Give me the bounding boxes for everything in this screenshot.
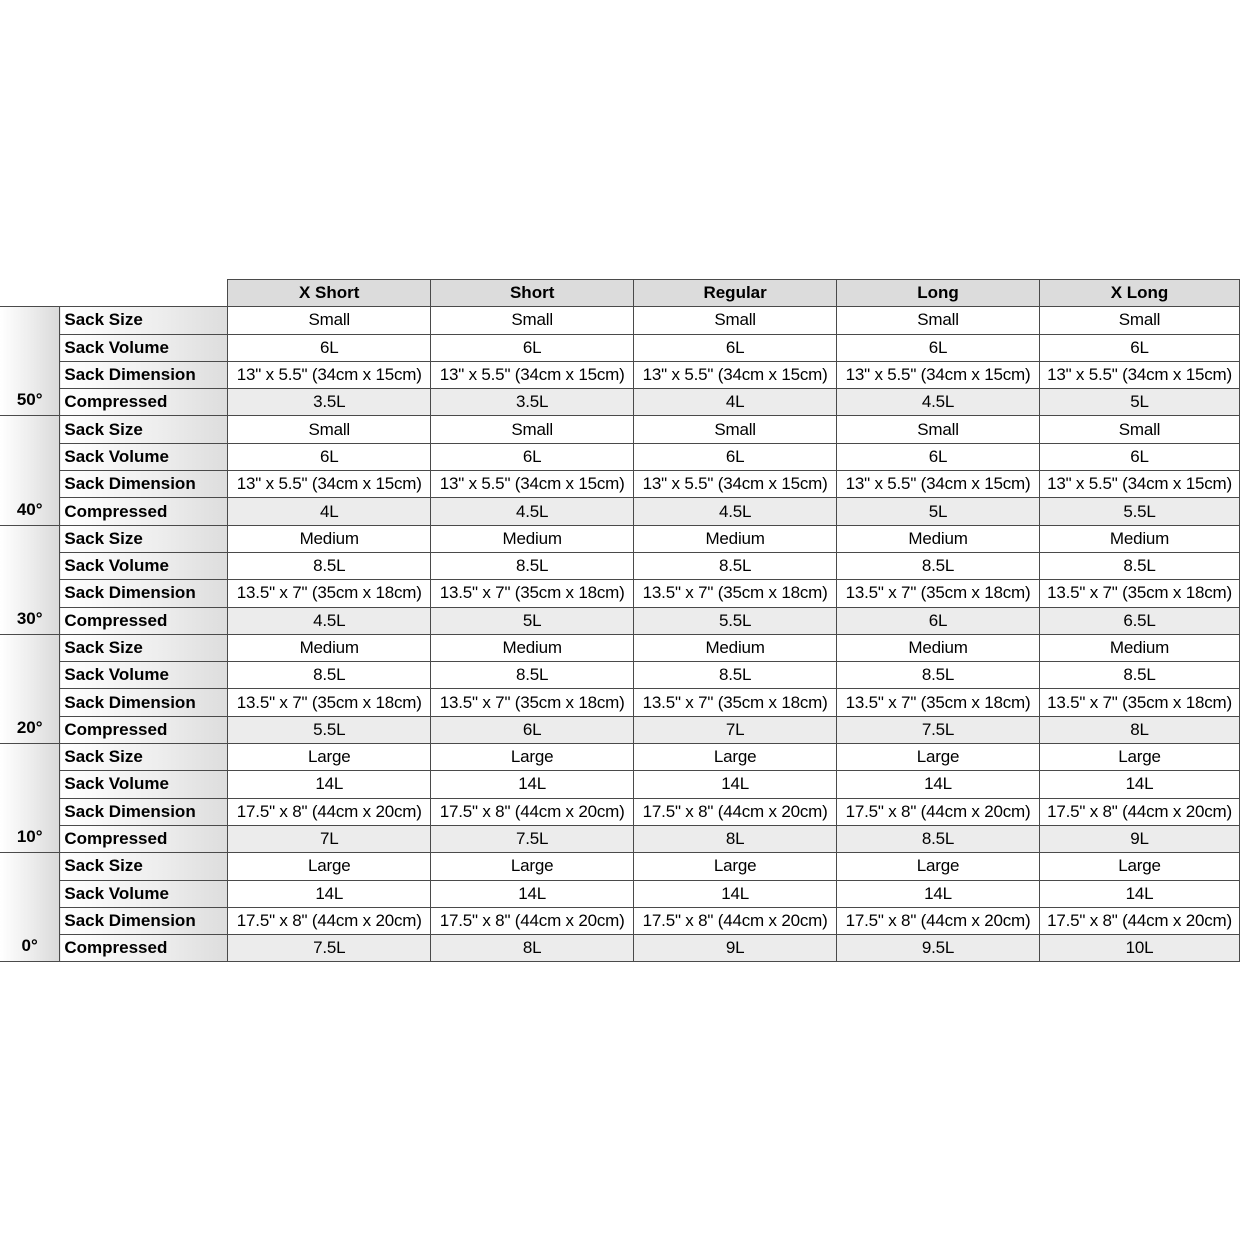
temperature-rating-cell: 0° — [0, 853, 60, 962]
cell-compressed-regular: 9L — [634, 935, 837, 962]
cell-sack-volume-long: 8.5L — [837, 662, 1040, 689]
cell-sack-size-long: Large — [837, 853, 1040, 880]
cell-sack-volume-long: 14L — [837, 880, 1040, 907]
cell-compressed-regular: 4.5L — [634, 498, 837, 525]
cell-sack-dimension-x-long: 17.5" x 8" (44cm x 20cm) — [1040, 907, 1240, 934]
row-label-compressed: Compressed — [60, 389, 228, 416]
row-label-sack-size: Sack Size — [60, 853, 228, 880]
cell-sack-dimension-regular: 17.5" x 8" (44cm x 20cm) — [634, 798, 837, 825]
cell-compressed-regular: 7L — [634, 716, 837, 743]
table-row — [0, 689, 1240, 716]
cell-compressed-long: 5L — [837, 498, 1040, 525]
cell-sack-dimension-short: 13.5" x 7" (35cm x 18cm) — [431, 580, 634, 607]
cell-compressed-short: 7.5L — [431, 825, 634, 852]
cell-sack-volume-regular: 8.5L — [634, 662, 837, 689]
temperature-rating-cell: 40° — [0, 416, 60, 525]
cell-sack-size-x-short: Small — [228, 416, 431, 443]
row-label-sack-size: Sack Size — [60, 307, 228, 334]
blank-corner-temp — [0, 280, 60, 307]
cell-sack-dimension-short: 13" x 5.5" (34cm x 15cm) — [431, 471, 634, 498]
cell-compressed-x-short: 5.5L — [228, 716, 431, 743]
temperature-rating-cell: 20° — [0, 634, 60, 743]
cell-compressed-long: 9.5L — [837, 935, 1040, 962]
table-row — [0, 607, 1240, 634]
table-row — [0, 389, 1240, 416]
row-label-sack-volume: Sack Volume — [60, 662, 228, 689]
temperature-rating-cell: 10° — [0, 744, 60, 853]
cell-sack-dimension-regular: 17.5" x 8" (44cm x 20cm) — [634, 907, 837, 934]
cell-sack-size-regular: Large — [634, 744, 837, 771]
cell-compressed-x-long: 9L — [1040, 825, 1240, 852]
cell-sack-volume-x-long: 14L — [1040, 880, 1240, 907]
column-header-x-long: X Long — [1040, 280, 1240, 307]
row-label-sack-dimension: Sack Dimension — [60, 798, 228, 825]
table-row — [0, 416, 1240, 443]
temperature-rating-cell: 50° — [0, 307, 60, 416]
cell-sack-volume-x-short: 8.5L — [228, 552, 431, 579]
cell-compressed-x-short: 4.5L — [228, 607, 431, 634]
cell-sack-dimension-long: 13.5" x 7" (35cm x 18cm) — [837, 689, 1040, 716]
cell-sack-volume-x-short: 14L — [228, 880, 431, 907]
cell-compressed-long: 7.5L — [837, 716, 1040, 743]
table-row — [0, 443, 1240, 470]
cell-sack-dimension-regular: 13.5" x 7" (35cm x 18cm) — [634, 580, 837, 607]
cell-sack-dimension-regular: 13" x 5.5" (34cm x 15cm) — [634, 361, 837, 388]
row-label-sack-volume: Sack Volume — [60, 552, 228, 579]
cell-compressed-x-long: 6.5L — [1040, 607, 1240, 634]
cell-compressed-x-long: 5L — [1040, 389, 1240, 416]
cell-sack-dimension-regular: 13.5" x 7" (35cm x 18cm) — [634, 689, 837, 716]
table-row — [0, 716, 1240, 743]
cell-compressed-x-short: 7L — [228, 825, 431, 852]
cell-sack-size-short: Medium — [431, 634, 634, 661]
cell-sack-volume-x-long: 6L — [1040, 443, 1240, 470]
table-row — [0, 744, 1240, 771]
cell-compressed-x-long: 5.5L — [1040, 498, 1240, 525]
cell-sack-size-x-long: Small — [1040, 416, 1240, 443]
cell-sack-dimension-x-short: 13.5" x 7" (35cm x 18cm) — [228, 580, 431, 607]
column-header-short: Short — [431, 280, 634, 307]
cell-sack-dimension-x-short: 17.5" x 8" (44cm x 20cm) — [228, 907, 431, 934]
cell-sack-size-regular: Small — [634, 416, 837, 443]
table-row — [0, 798, 1240, 825]
cell-sack-volume-regular: 8.5L — [634, 552, 837, 579]
cell-sack-volume-regular: 6L — [634, 443, 837, 470]
cell-sack-size-x-short: Large — [228, 853, 431, 880]
cell-sack-size-x-long: Medium — [1040, 634, 1240, 661]
cell-sack-dimension-x-long: 17.5" x 8" (44cm x 20cm) — [1040, 798, 1240, 825]
row-label-sack-size: Sack Size — [60, 416, 228, 443]
cell-sack-dimension-x-short: 17.5" x 8" (44cm x 20cm) — [228, 798, 431, 825]
cell-sack-volume-long: 8.5L — [837, 552, 1040, 579]
cell-sack-volume-short: 14L — [431, 880, 634, 907]
cell-sack-volume-x-short: 6L — [228, 334, 431, 361]
column-header-long: Long — [837, 280, 1040, 307]
cell-compressed-x-long: 10L — [1040, 935, 1240, 962]
cell-sack-size-x-long: Large — [1040, 744, 1240, 771]
cell-sack-volume-x-long: 6L — [1040, 334, 1240, 361]
cell-sack-dimension-x-long: 13" x 5.5" (34cm x 15cm) — [1040, 471, 1240, 498]
cell-compressed-long: 4.5L — [837, 389, 1040, 416]
cell-sack-volume-short: 6L — [431, 334, 634, 361]
cell-compressed-regular: 5.5L — [634, 607, 837, 634]
row-label-sack-dimension: Sack Dimension — [60, 471, 228, 498]
cell-sack-size-long: Medium — [837, 634, 1040, 661]
table-row — [0, 662, 1240, 689]
cell-compressed-long: 8.5L — [837, 825, 1040, 852]
cell-sack-dimension-x-short: 13.5" x 7" (35cm x 18cm) — [228, 689, 431, 716]
cell-sack-volume-short: 14L — [431, 771, 634, 798]
cell-sack-size-long: Small — [837, 307, 1040, 334]
cell-compressed-short: 8L — [431, 935, 634, 962]
chart-body — [0, 307, 1240, 962]
cell-sack-volume-x-long: 8.5L — [1040, 552, 1240, 579]
cell-sack-volume-x-long: 14L — [1040, 771, 1240, 798]
cell-sack-volume-x-short: 14L — [228, 771, 431, 798]
cell-sack-size-x-short: Large — [228, 744, 431, 771]
column-header-x-short: X Short — [228, 280, 431, 307]
blank-corner-label — [60, 280, 228, 307]
row-label-sack-volume: Sack Volume — [60, 771, 228, 798]
cell-sack-size-regular: Large — [634, 853, 837, 880]
row-label-compressed: Compressed — [60, 935, 228, 962]
cell-sack-dimension-short: 13" x 5.5" (34cm x 15cm) — [431, 361, 634, 388]
cell-sack-size-regular: Medium — [634, 634, 837, 661]
cell-sack-dimension-long: 17.5" x 8" (44cm x 20cm) — [837, 907, 1040, 934]
row-label-sack-volume: Sack Volume — [60, 334, 228, 361]
cell-sack-dimension-short: 13.5" x 7" (35cm x 18cm) — [431, 689, 634, 716]
table-row — [0, 634, 1240, 661]
cell-sack-volume-short: 8.5L — [431, 662, 634, 689]
table-row — [0, 334, 1240, 361]
cell-sack-volume-short: 8.5L — [431, 552, 634, 579]
cell-compressed-regular: 4L — [634, 389, 837, 416]
cell-sack-dimension-x-long: 13.5" x 7" (35cm x 18cm) — [1040, 580, 1240, 607]
row-label-sack-dimension: Sack Dimension — [60, 907, 228, 934]
cell-sack-size-x-short: Medium — [228, 525, 431, 552]
cell-sack-volume-regular: 14L — [634, 771, 837, 798]
row-label-compressed: Compressed — [60, 716, 228, 743]
cell-compressed-long: 6L — [837, 607, 1040, 634]
table-row — [0, 498, 1240, 525]
cell-sack-volume-x-short: 6L — [228, 443, 431, 470]
cell-sack-size-x-short: Medium — [228, 634, 431, 661]
table-row — [0, 525, 1240, 552]
cell-sack-dimension-long: 17.5" x 8" (44cm x 20cm) — [837, 798, 1040, 825]
cell-sack-dimension-long: 13" x 5.5" (34cm x 15cm) — [837, 471, 1040, 498]
cell-sack-size-x-long: Medium — [1040, 525, 1240, 552]
cell-compressed-x-short: 7.5L — [228, 935, 431, 962]
table-row — [0, 825, 1240, 852]
cell-sack-volume-long: 6L — [837, 443, 1040, 470]
cell-sack-size-short: Large — [431, 744, 634, 771]
cell-sack-dimension-short: 17.5" x 8" (44cm x 20cm) — [431, 907, 634, 934]
cell-sack-size-short: Small — [431, 416, 634, 443]
cell-compressed-short: 5L — [431, 607, 634, 634]
cell-sack-dimension-long: 13" x 5.5" (34cm x 15cm) — [837, 361, 1040, 388]
table-row — [0, 471, 1240, 498]
cell-compressed-x-long: 8L — [1040, 716, 1240, 743]
cell-sack-dimension-x-short: 13" x 5.5" (34cm x 15cm) — [228, 471, 431, 498]
row-label-sack-volume: Sack Volume — [60, 880, 228, 907]
cell-sack-volume-x-long: 8.5L — [1040, 662, 1240, 689]
table-row — [0, 853, 1240, 880]
cell-sack-size-long: Small — [837, 416, 1040, 443]
cell-compressed-short: 4.5L — [431, 498, 634, 525]
cell-sack-size-short: Large — [431, 853, 634, 880]
cell-sack-volume-long: 14L — [837, 771, 1040, 798]
cell-sack-volume-x-short: 8.5L — [228, 662, 431, 689]
table-row — [0, 361, 1240, 388]
table-row — [0, 771, 1240, 798]
temperature-rating-cell: 30° — [0, 525, 60, 634]
table-row — [0, 907, 1240, 934]
row-label-sack-dimension: Sack Dimension — [60, 689, 228, 716]
row-label-sack-size: Sack Size — [60, 744, 228, 771]
cell-compressed-short: 6L — [431, 716, 634, 743]
row-label-sack-volume: Sack Volume — [60, 443, 228, 470]
cell-sack-size-x-long: Large — [1040, 853, 1240, 880]
row-label-sack-dimension: Sack Dimension — [60, 361, 228, 388]
cell-sack-size-x-long: Small — [1040, 307, 1240, 334]
cell-sack-size-regular: Medium — [634, 525, 837, 552]
cell-sack-size-short: Medium — [431, 525, 634, 552]
row-label-sack-dimension: Sack Dimension — [60, 580, 228, 607]
cell-sack-size-long: Medium — [837, 525, 1040, 552]
cell-sack-size-regular: Small — [634, 307, 837, 334]
row-label-compressed: Compressed — [60, 607, 228, 634]
cell-sack-volume-short: 6L — [431, 443, 634, 470]
cell-sack-size-x-short: Small — [228, 307, 431, 334]
cell-compressed-short: 3.5L — [431, 389, 634, 416]
table-row — [0, 935, 1240, 962]
cell-sack-dimension-x-long: 13" x 5.5" (34cm x 15cm) — [1040, 361, 1240, 388]
size-chart-table — [0, 279, 1240, 962]
cell-sack-size-long: Large — [837, 744, 1040, 771]
cell-compressed-x-short: 4L — [228, 498, 431, 525]
header-row — [0, 280, 1240, 307]
row-label-sack-size: Sack Size — [60, 634, 228, 661]
table-row — [0, 880, 1240, 907]
cell-sack-volume-long: 6L — [837, 334, 1040, 361]
column-header-regular: Regular — [634, 280, 837, 307]
cell-sack-volume-regular: 6L — [634, 334, 837, 361]
row-label-compressed: Compressed — [60, 498, 228, 525]
table-row — [0, 552, 1240, 579]
cell-sack-volume-regular: 14L — [634, 880, 837, 907]
cell-sack-dimension-long: 13.5" x 7" (35cm x 18cm) — [837, 580, 1040, 607]
cell-sack-dimension-short: 17.5" x 8" (44cm x 20cm) — [431, 798, 634, 825]
row-label-sack-size: Sack Size — [60, 525, 228, 552]
table-row — [0, 580, 1240, 607]
cell-compressed-regular: 8L — [634, 825, 837, 852]
row-label-compressed: Compressed — [60, 825, 228, 852]
cell-sack-dimension-x-short: 13" x 5.5" (34cm x 15cm) — [228, 361, 431, 388]
cell-sack-dimension-x-long: 13.5" x 7" (35cm x 18cm) — [1040, 689, 1240, 716]
cell-sack-dimension-regular: 13" x 5.5" (34cm x 15cm) — [634, 471, 837, 498]
cell-sack-size-short: Small — [431, 307, 634, 334]
cell-compressed-x-short: 3.5L — [228, 389, 431, 416]
table-row — [0, 307, 1240, 334]
